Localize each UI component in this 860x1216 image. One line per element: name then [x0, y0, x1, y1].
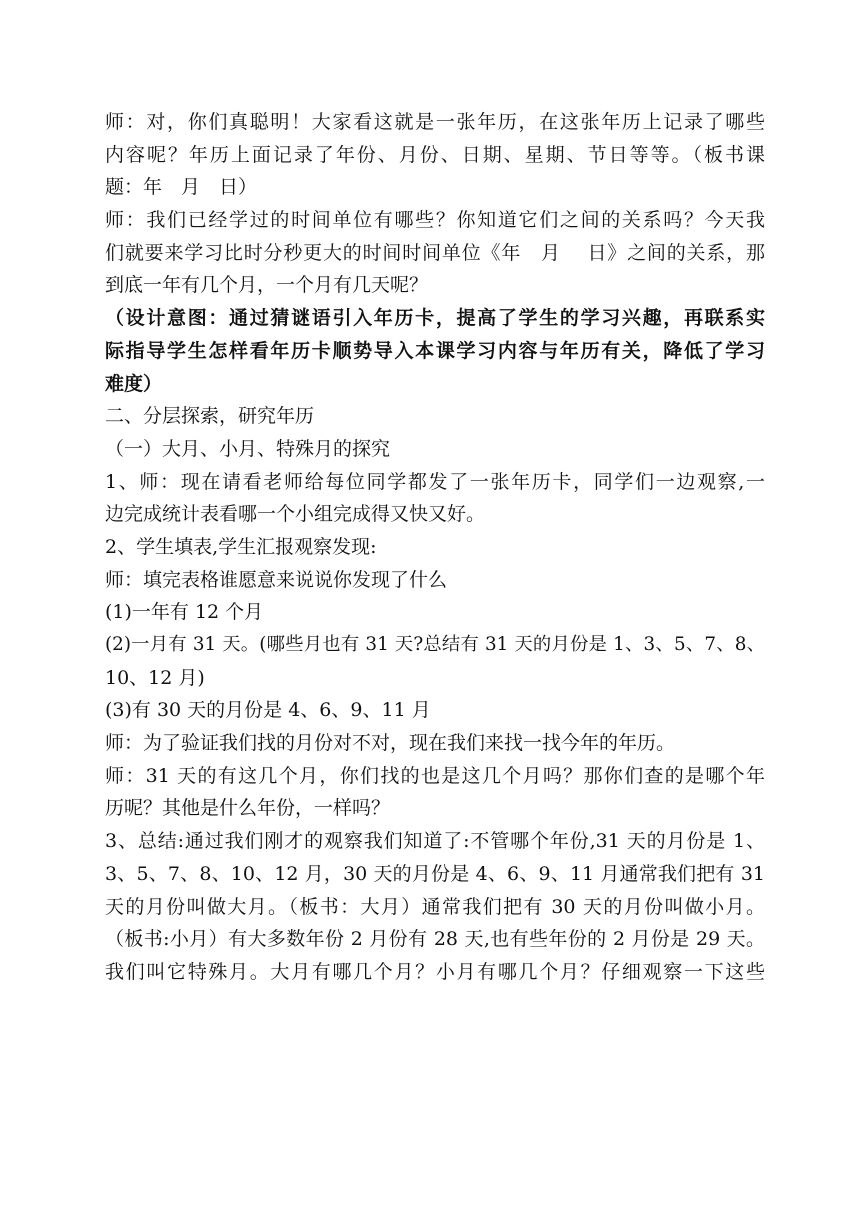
- text-line: 10、12 月): [105, 666, 205, 689]
- text-line: 我们叫它特殊月。大月有哪几个月？小月有哪几个月？仔细观察一下这些: [105, 960, 765, 983]
- text-line: 们就要来学习比时分秒更大的时间时间单位《年 月 日》之间的关系，那: [105, 241, 765, 264]
- text-line: 3、总结:通过我们刚才的观察我们知道了:不管哪个年份,31 天的月份是 1、: [105, 830, 765, 853]
- text-line: （一）大月、小月、特殊月的探究: [105, 437, 391, 460]
- text-line: 边完成统计表看哪一个小组完成得又快又好。: [105, 503, 486, 526]
- text-line: 师：为了验证我们找的月份对不对，现在我们来找一找今年的年历。: [105, 732, 676, 755]
- text-line: 师：我们已经学过的时间单位有哪些？你知道它们之间的关系吗？今天我: [105, 209, 765, 232]
- text-line: 2、学生填表,学生汇报观察发现:: [105, 535, 377, 558]
- text-line: 天的月份叫做大月。（板书：大月）通常我们把有 30 天的月份叫做小月。: [105, 895, 765, 918]
- text-line: (2)一月有 31 天。(哪些月也有 31 天?总结有 31 天的月份是 1、3、5、7、8、: [105, 634, 765, 655]
- text-line: 题：年 月 日）: [105, 176, 258, 199]
- text-line: 3、5、7、8、10、12 月，30 天的月份是 4、6、9、11 月通常我们把有 31: [105, 862, 765, 885]
- design-intent-line: （设计意图：通过猜谜语引入年历卡，提高了学生的学习兴趣，再联系实: [105, 307, 765, 330]
- text-line: 到底一年有几个月，一个月有几天呢？: [105, 274, 429, 297]
- text-line: 师：填完表格谁愿意来说说你发现了什么: [105, 568, 448, 591]
- design-intent-line: 难度）: [105, 372, 163, 395]
- document-page: [105, 106, 765, 989]
- text-line: 师：31 天的有这几个月，你们找的也是这几个月吗？那你们查的是哪个年: [105, 764, 765, 787]
- text-line: 历呢？其他是什么年份，一样吗？: [105, 797, 391, 820]
- text-line: 二、分层探索，研究年历: [105, 405, 315, 428]
- text-line: 内容呢？年历上面记录了年份、月份、日期、星期、节日等等。（板书课: [105, 143, 765, 166]
- text-line: （板书:小月）有大多数年份 2 月份有 28 天,也有些年份的 2 月份是 29 天。: [105, 928, 765, 951]
- design-intent-line: 际指导学生怎样看年历卡顺势导入本课学习内容与年历有关，降低了学习: [105, 339, 765, 362]
- text-line: (1)一年有 12 个月: [105, 601, 264, 624]
- text-line: (3)有 30 天的月份是 4、6、9、11 月: [105, 699, 431, 722]
- text-line: 1、师：现在请看老师给每位同学都发了一张年历卡，同学们一边观察,一: [105, 470, 765, 493]
- text-line: 师：对，你们真聪明！大家看这就是一张年历，在这张年历上记录了哪些: [105, 111, 765, 133]
